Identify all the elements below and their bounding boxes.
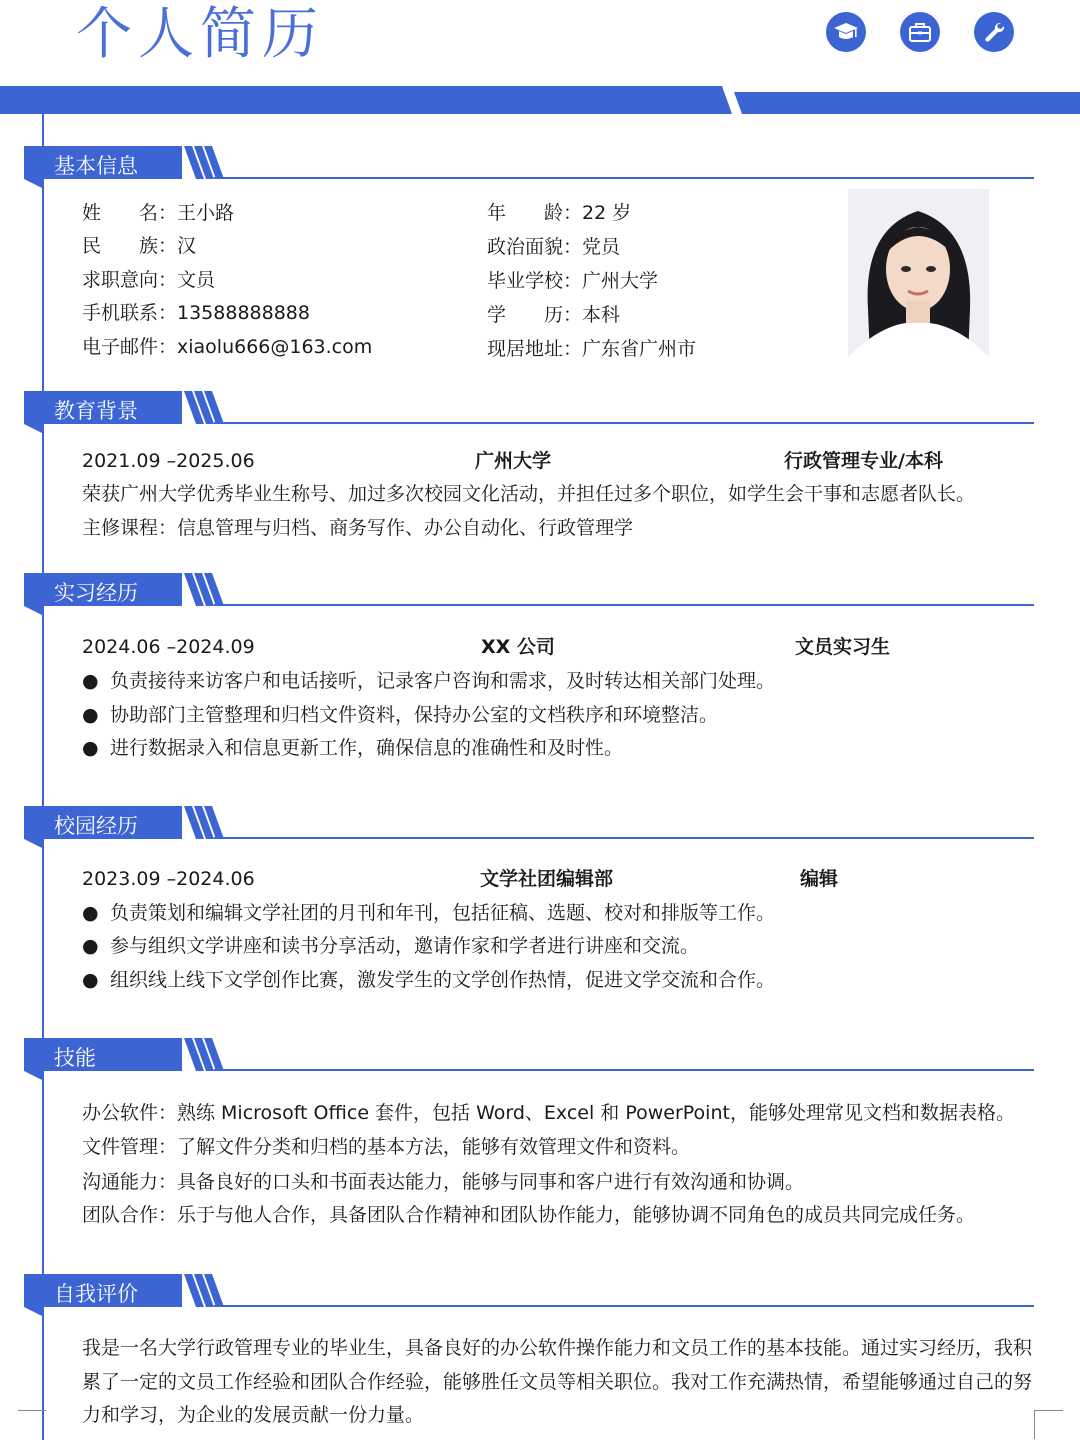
info-degree: 学 历：本科 <box>487 304 621 326</box>
page-title: 个人简历 <box>76 2 324 67</box>
bullet-icon: ● <box>82 670 99 692</box>
internship-company: XX 公司 <box>481 636 555 658</box>
skills-communication: 沟通能力：具备良好的口头和书面表达能力，能够与同事和客户进行有效沟通和协调。 <box>82 1171 805 1193</box>
campus-org: 文学社团编辑部 <box>480 868 614 890</box>
education-courses: 主修课程：信息管理与归档、商务写作、办公自动化、行政管理学 <box>82 517 634 539</box>
section-title: 自我评价 <box>54 1282 138 1306</box>
campus-period: 2023.09 –2024.06 <box>82 868 255 890</box>
info-job-intention: 求职意向：文员 <box>82 269 216 291</box>
education-major: 行政管理专业/本科 <box>784 450 943 472</box>
section-header-education <box>24 391 1036 431</box>
profile-photo <box>848 189 989 391</box>
info-name: 姓 名：王小路 <box>82 202 235 224</box>
info-email: 电子邮件：xiaolu666@163.com <box>82 336 373 358</box>
section-title: 校园经历 <box>54 814 138 838</box>
section-title: 实习经历 <box>54 581 138 605</box>
bullet-icon: ● <box>82 902 99 924</box>
section-header-basic <box>24 146 1036 186</box>
internship-role: 文员实习生 <box>795 636 891 658</box>
campus-duty: 参与组织文学讲座和读书分享活动，邀请作家和学者进行讲座和交流。 <box>110 935 700 957</box>
skills-teamwork: 团队合作：乐于与他人合作，具备团队合作精神和团队协作能力，能够协调不同角色的成员共同完成任务。 <box>82 1204 976 1226</box>
left-rule <box>42 114 44 1440</box>
info-school: 毕业学校：广州大学 <box>487 270 659 292</box>
info-phone: 手机联系：13588888888 <box>82 302 310 324</box>
info-age: 年 龄：22 岁 <box>487 202 632 224</box>
bullet-icon: ● <box>82 737 99 759</box>
skills-office: 办公软件：熟练 Microsoft Office 套件，包括 Word、Excel 和 PowerPoint，能够处理常见文档和数据表格。文件管理：了解文件分类和归档的基本方法，能够有效管理文件和资料。 <box>82 1102 1015 1158</box>
bullet-icon: ● <box>82 704 99 726</box>
section-header-internship <box>24 573 1036 613</box>
campus-duty: 负责策划和编辑文学社团的月刊和年刊，包括征稿、选题、校对和排版等工作。 <box>110 902 776 924</box>
info-ethnicity: 民 族：汉 <box>82 235 197 257</box>
education-school: 广州大学 <box>475 450 552 472</box>
education-honors: 荣获广州大学优秀毕业生称号、加过多次校园文化活动，并担任过多个职位，如学生会干事和志愿者队长。 <box>82 483 976 505</box>
corner-mark <box>18 1410 46 1439</box>
section-title: 技能 <box>54 1046 96 1070</box>
internship-period: 2024.06 –2024.09 <box>82 636 255 658</box>
briefcase-icon <box>900 12 940 52</box>
internship-duty: 协助部门主管整理和归档文件资料，保持办公室的文档秩序和环境整洁。 <box>110 704 719 726</box>
info-political-status: 政治面貌：党员 <box>487 236 621 258</box>
info-address: 现居地址：广东省广州市 <box>487 338 697 360</box>
wrench-icon <box>974 12 1014 52</box>
section-title: 教育背景 <box>54 399 138 423</box>
self-evaluation-text: 我是一名大学行政管理专业的毕业生，具备良好的办公软件操作能力和文员工作的基本技能。通过实习经历，我积累了一定的文员工作经验和团队合作经验，能够胜任文员等相关职位。我对工作充满热情，希望能够通过自己的努力和学习，为企业的发展贡献一份力量。 <box>82 1337 1033 1426</box>
campus-role: 编辑 <box>800 868 839 890</box>
internship-duty: 进行数据录入和信息更新工作，确保信息的准确性和及时性。 <box>110 737 624 759</box>
education-period: 2021.09 –2025.06 <box>82 450 255 472</box>
section-header-self-eval <box>24 1274 1036 1314</box>
section-header-campus <box>24 806 1036 846</box>
graduation-cap-icon <box>826 12 866 52</box>
header-icons <box>826 12 1014 52</box>
campus-duty: 组织线上线下文学创作比赛，激发学生的文学创作热情，促进文学交流和合作。 <box>110 969 776 991</box>
header-band <box>0 86 1080 114</box>
bullet-icon: ● <box>82 969 99 991</box>
section-title: 基本信息 <box>54 154 138 178</box>
corner-mark <box>1034 1410 1063 1439</box>
section-header-skills <box>24 1038 1036 1078</box>
bullet-icon: ● <box>82 935 99 957</box>
internship-duty: 负责接待来访客户和电话接听，记录客户咨询和需求，及时转达相关部门处理。 <box>110 670 776 692</box>
